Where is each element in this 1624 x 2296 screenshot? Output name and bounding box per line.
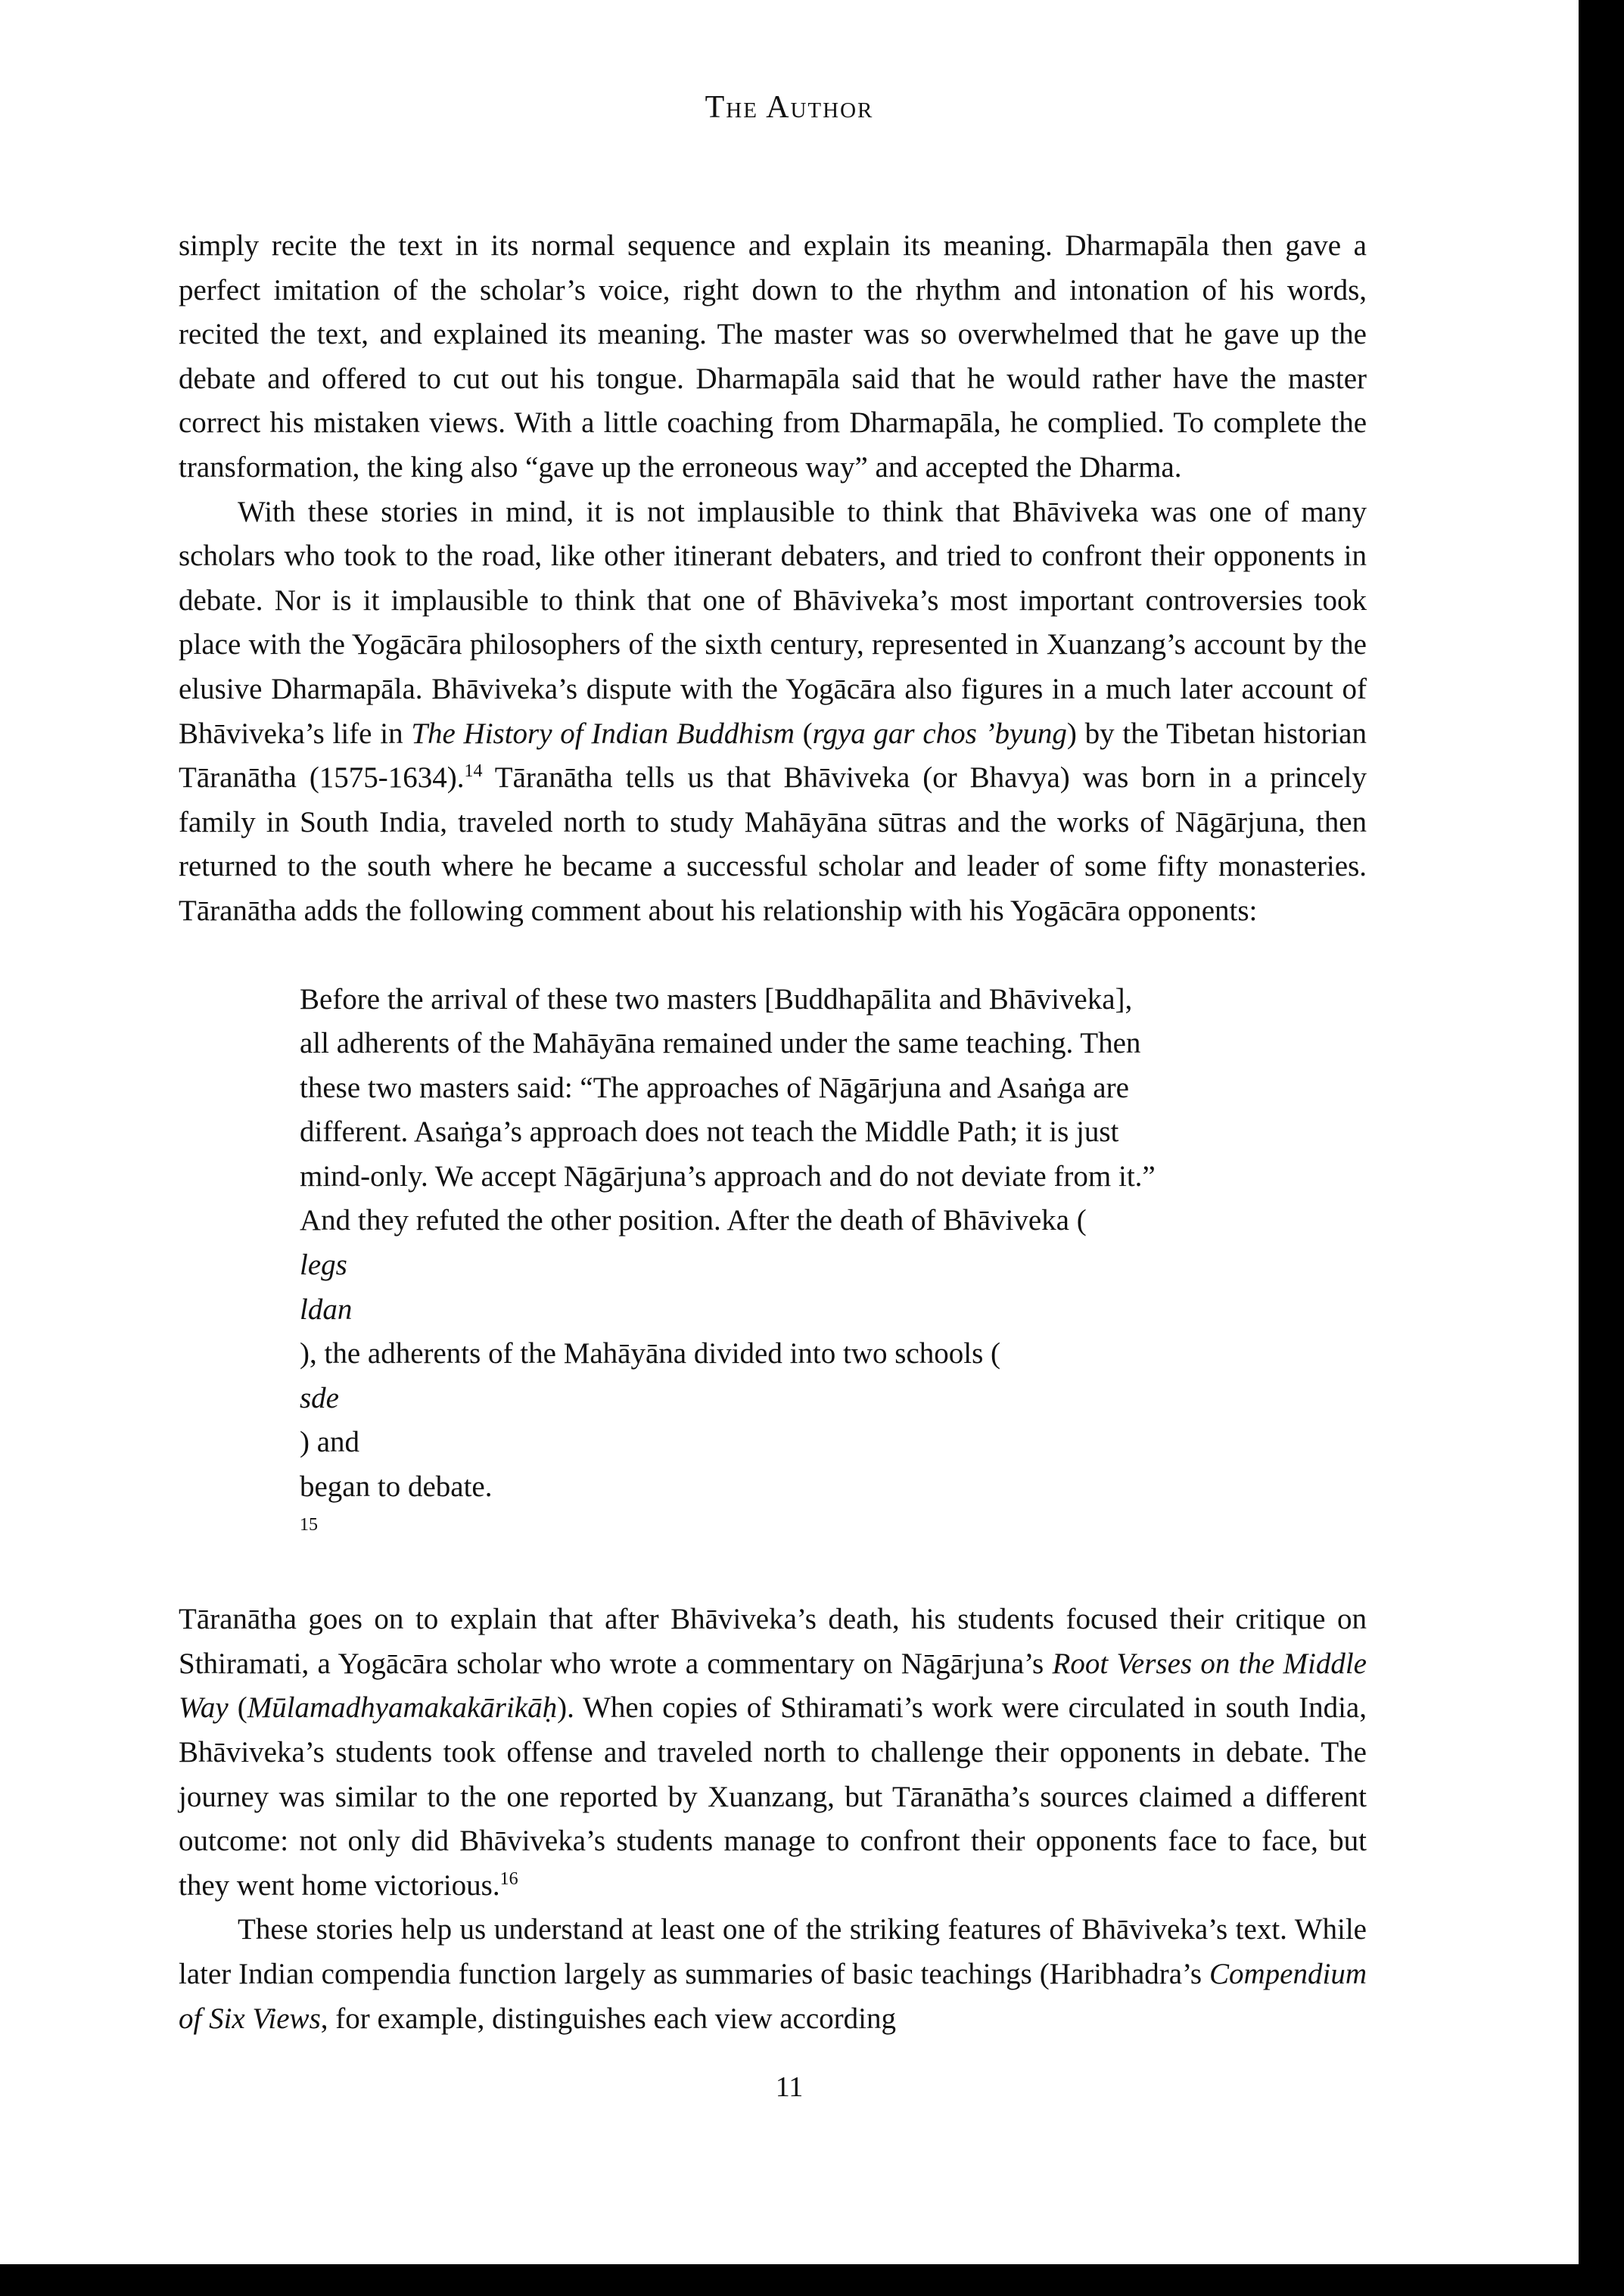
quote-line: different. Asaṅga’s approach does not teach the Middle Path; it is just (300, 1115, 1119, 1149)
paragraph-2-text-b: ( (794, 717, 813, 750)
paragraph-4-text-b: , for example, distinguishes each view according (320, 2002, 897, 2035)
paragraph-4 (179, 1908, 1367, 2041)
running-head: The Author (705, 90, 874, 125)
quote-line (300, 1465, 1283, 1554)
paragraph-3-text-b: ( (228, 1691, 247, 1725)
paragraph-2-text-d: Tāranātha tells us that Bhāviveka (or Bhavya) was born in a princely family in South India, traveled north to study Mahāyāna sūtras and the works of Nāgārjuna, then returned to the south where he became a successful scholar and leader of some fifty monasteries. Tāranātha adds the following comment about his relationship with his Yogācāra opponents: (179, 761, 1367, 927)
quote-line-7-text-a: ), the adherents of the Mahāyāna divided into two schools ( (300, 1337, 1001, 1370)
term-ldan: ldan (300, 1293, 353, 1326)
quote-line-8-text: began to debate. (300, 1470, 493, 1504)
footnote-ref-14: 14 (464, 761, 483, 782)
paragraph-3 (179, 1598, 1367, 1908)
term-sde: sde (300, 1381, 339, 1414)
block-quote (300, 978, 1283, 1554)
book-title-compendium-of-six-views: Compendium of Six Views (179, 1957, 1367, 2035)
page-number: 11 (775, 2071, 804, 2103)
quote-line-6-text: And they refuted the other position. After the death of Bhāviveka ( (300, 1204, 1087, 1237)
paragraph-3-text-c: ). When copies of Sthiramati’s work were circulated in south India, Bhāviveka’s students took offense and traveled north to challenge their opponents in debate. The journey was similar to the one reported by Xuanzang, but Tāranātha’s sources claimed a different outcome: not only did Bhāviveka’s students manage to confront their opponents face to face, but they went home victorious. (179, 1691, 1367, 1902)
quote-line-7-text-b: ) and (300, 1426, 360, 1459)
book-title-history-of-indian-buddhism: The History of Indian Buddhism (411, 717, 795, 750)
quote-line (300, 1288, 1283, 1465)
paragraph-4-text-a: These stories help us understand at least one of the striking features of Bhāviveka’s text. While later Indian compendia function largely as summaries of basic teachings (Haribhadra’s (179, 1913, 1367, 1990)
quote-line: these two masters said: “The approaches of Nāgārjuna and Asaṅga are (300, 1071, 1129, 1104)
quote-line: mind-only. We accept Nāgārjuna’s approach and do not deviate from it.” (300, 1159, 1156, 1193)
tibetan-title: rgya gar chos ’byung (812, 717, 1067, 750)
paragraph-3-text-a: Tāranātha goes on to explain that after Bhāviveka’s death, his students focused their critique on Sthiramati, a Yogācāra scholar who wrote a commentary on Nāgārjuna’s (179, 1603, 1367, 1680)
quote-line: all adherents of the Mahāyāna remained under the same teaching. Then (300, 1027, 1141, 1060)
quote-line (300, 1199, 1283, 1287)
footnote-ref-15: 15 (300, 1514, 318, 1535)
paragraph-2 (179, 490, 1367, 934)
sanskrit-title: Mūlamadhyamakakārikāḥ (247, 1691, 558, 1725)
quote-line: Before the arrival of these two masters [Buddhapālita and Bhāviveka], (300, 982, 1133, 1016)
paragraph-2-text-c: ) by the Tibetan historian Tāranātha (1575-1634). (179, 717, 1367, 795)
book-title-root-verses: Root Verses on the Middle Way (179, 1647, 1367, 1725)
footnote-ref-16: 16 (499, 1868, 518, 1889)
paragraph-2-text-a: With these stories in mind, it is not implausible to think that Bhāviveka was one of many scholars who took to the road, like other itinerant debaters, and tried to confront their opponents in debate. Nor is it implausible to think that one of Bhāviveka’s most important controversies took place with the Yogācāra philosophers of the sixth century, represented in Xuanzang’s account by the elusive Dharmapāla. Bhāviveka’s dispute with the Yogācāra also figures in a much later account of Bhāviveka’s life in (179, 495, 1367, 750)
paragraph-1: simply recite the text in its normal sequence and explain its meaning. Dharmapāla then gave a perfect imitation of the scholar’s voice, right down to the rhythm and intonation of his words, recited the text, and explained its meaning. The master was so overwhelmed that he gave up the debate and offered to cut out his tongue. Dharmapāla said that he would rather have the master correct his mistaken views. With a little coaching from Dharmapāla, he complied. To complete the transformation, the king also “gave up the erroneous way” and accepted the Dharma. (179, 229, 1367, 484)
body-text (179, 224, 1367, 2041)
term-legs: legs (300, 1249, 347, 1282)
